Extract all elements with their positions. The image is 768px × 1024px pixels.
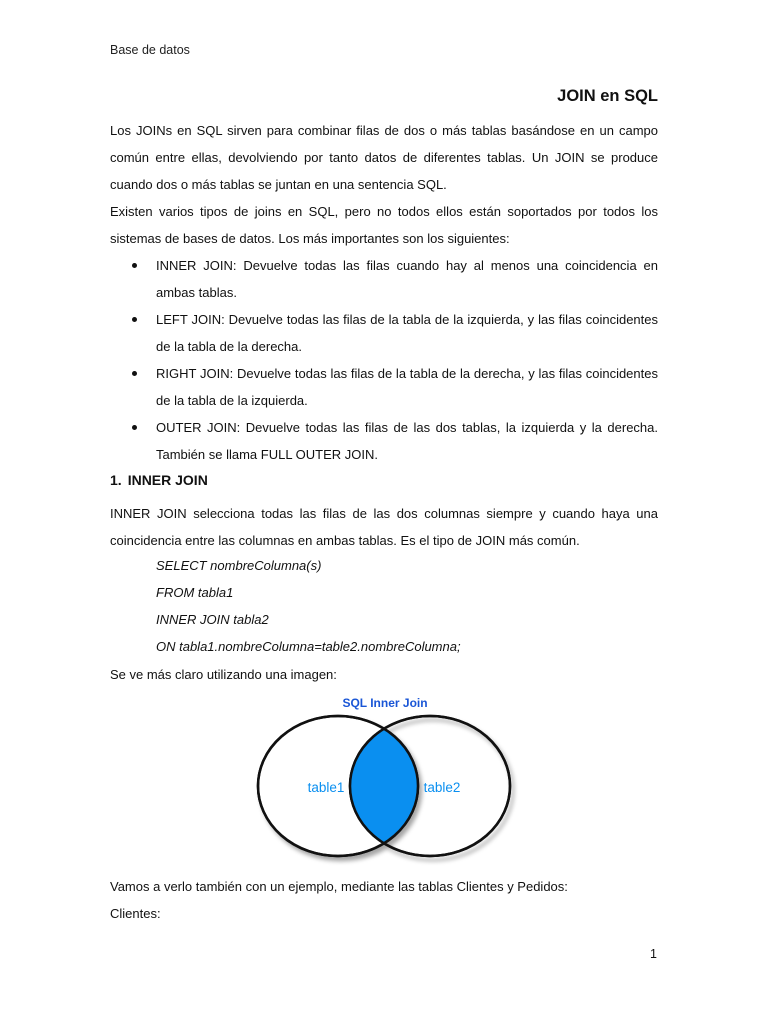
code-line: ON tabla1.nombreColumna=table2.nombreColumna; [156, 639, 461, 654]
bullet-icon [132, 425, 137, 430]
page-number: 1 [650, 947, 657, 961]
code-line: FROM tabla1 [156, 585, 234, 600]
code-line: SELECT nombreColumna(s) [156, 558, 322, 573]
example-paragraph: Vamos a verlo también con un ejemplo, mediante las tablas Clientes y Pedidos: [110, 879, 568, 894]
intro-paragraph: Los JOINs en SQL sirven para combinar filas de dos o más tablas basándose en un campo común entre ellas, devolviendo por tanto datos de diferentes tablas. Un JOIN se produce cuando dos o más tablas se juntan en una sentencia SQL. [110, 123, 658, 192]
sql-code-block [156, 552, 461, 660]
list-item-text: LEFT JOIN: Devuelve todas las filas de la tabla de la izquierda, y las filas coincidentes de la tabla de la derecha. [156, 312, 658, 354]
table2-label: table2 [423, 780, 461, 795]
join-types-list [110, 252, 658, 468]
clientes-label: Clientes: [110, 906, 161, 921]
inner-join-venn-diagram [250, 690, 520, 870]
document-title: JOIN en SQL [557, 87, 658, 105]
list-item-text: RIGHT JOIN: Devuelve todas las filas de la tabla de la derecha, y las filas coincidentes de la tabla de la izquierda. [156, 366, 658, 408]
image-intro: Se ve más claro utilizando una imagen: [110, 667, 337, 682]
running-header: Base de datos [110, 43, 190, 57]
inner-join-paragraph: INNER JOIN selecciona todas las filas de las dos columnas siempre y cuando haya una coincidencia entre las columnas en ambas tablas. Es el tipo de JOIN más común. [110, 506, 658, 548]
list-item [110, 306, 658, 360]
list-item-text: INNER JOIN: Devuelve todas las filas cuando hay al menos una coincidencia en ambas tablas. [156, 258, 658, 300]
table1-label: table1 [307, 780, 345, 795]
list-item-text: OUTER JOIN: Devuelve todas las filas de las dos tablas, la izquierda y la derecha. También se llama FULL OUTER JOIN. [156, 420, 658, 462]
diagram-title: SQL Inner Join [342, 696, 428, 710]
section-title: INNER JOIN [127, 472, 208, 488]
section-number: 1. [110, 472, 122, 488]
section-heading [110, 472, 208, 488]
list-item [110, 252, 658, 306]
code-line: INNER JOIN tabla2 [156, 612, 269, 627]
list-item [110, 414, 658, 468]
bullet-icon [132, 371, 137, 376]
bullet-icon [132, 263, 137, 268]
types-paragraph: Existen varios tipos de joins en SQL, pero no todos ellos están soportados por todos los sistemas de bases de datos. Los más importantes son los siguientes: [110, 204, 658, 246]
list-item [110, 360, 658, 414]
bullet-icon [132, 317, 137, 322]
